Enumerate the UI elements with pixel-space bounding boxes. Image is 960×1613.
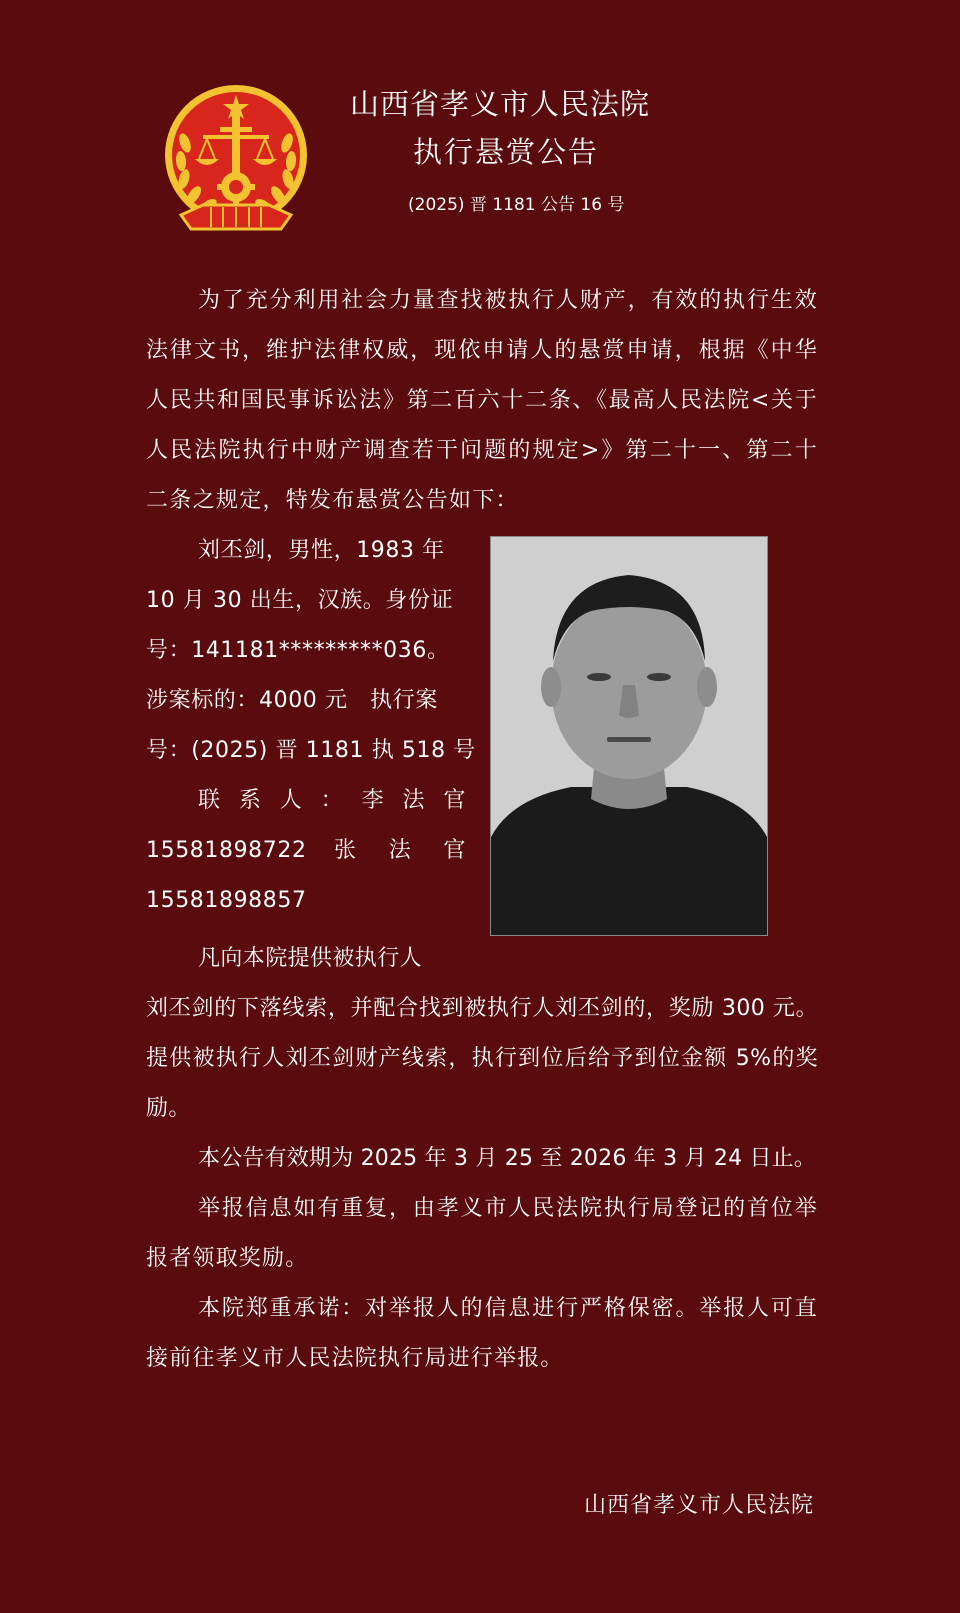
subject-line-1: 刘丕剑，男性，1983 年 (198, 538, 445, 563)
signature-court-name: 山西省孝义市人民法院 (583, 1493, 814, 1518)
contact-char: 李 (361, 788, 385, 813)
contact-char: 张 (334, 838, 357, 863)
person-portrait-icon (491, 537, 767, 935)
report-paragraph: 举报信息如有重复，由孝义市人民法院执行局登记的首位举报者领取奖励。 (146, 1196, 818, 1271)
contact-char: 官 (443, 788, 466, 813)
subject-line-3: 号：141181*********036。 (146, 638, 450, 663)
contact-char: ： (320, 788, 344, 813)
notice-title: 执行悬赏公告 (413, 135, 600, 169)
contact-char: 联 (198, 788, 221, 813)
reward-rest: 刘丕剑的下落线索，并配合找到被执行人刘丕剑的，奖励 300 元。提供被执行人刘丕剑财产线索，执行到位后给予到位金额 5%的奖励。 (146, 996, 818, 1121)
subject-line-2: 10 月 30 出生，汉族。身份证 (146, 588, 454, 613)
subject-line-5: 号：(2025) 晋 1181 执 518 号 (146, 738, 476, 763)
contact-label-line (146, 776, 466, 826)
promise-paragraph: 本院郑重承诺：对举报人的信息进行严格保密。举报人可直接前往孝义市人民法院执行局进行举报。 (146, 1296, 818, 1371)
contact-char: 官 (443, 838, 466, 863)
contact-phone-2: 15581898857 (146, 888, 307, 913)
person-photo (490, 536, 768, 936)
court-emblem-icon (163, 83, 309, 239)
subject-line-4: 涉案标的：4000 元 执行案 (146, 688, 438, 713)
contact-char: 法 (402, 788, 426, 813)
contact-char: 法 (388, 838, 412, 863)
contact-char: 系 (238, 788, 262, 813)
reward-first-line: 凡向本院提供被执行人 (198, 946, 423, 971)
intro-paragraph: 为了充分利用社会力量查找被执行人财产，有效的执行生效法律文书，维护法律权威，现依申请人的悬赏申请，根据《中华人民共和国民事诉讼法》第二百六十二条、《最高人民法院<关于人民法院执行中财产调查若干问题的规定>》第二十一、第二十二条之规定，特发布悬赏公告如下： (146, 288, 818, 513)
validity-paragraph: 本公告有效期为 2025 年 3 月 25 至 2026 年 3 月 24 日止。 (198, 1146, 817, 1171)
court-name-title: 山西省孝义市人民法院 (350, 87, 651, 121)
contact-phone-1: 15581898722 (146, 838, 307, 863)
reward-paragraph (146, 934, 818, 1134)
contact-phone-line-1 (146, 826, 466, 876)
subject-info-block (146, 526, 476, 926)
document-number: (2025) 晋 1181 公告 16 号 (408, 195, 625, 215)
contact-char: 人 (279, 788, 303, 813)
